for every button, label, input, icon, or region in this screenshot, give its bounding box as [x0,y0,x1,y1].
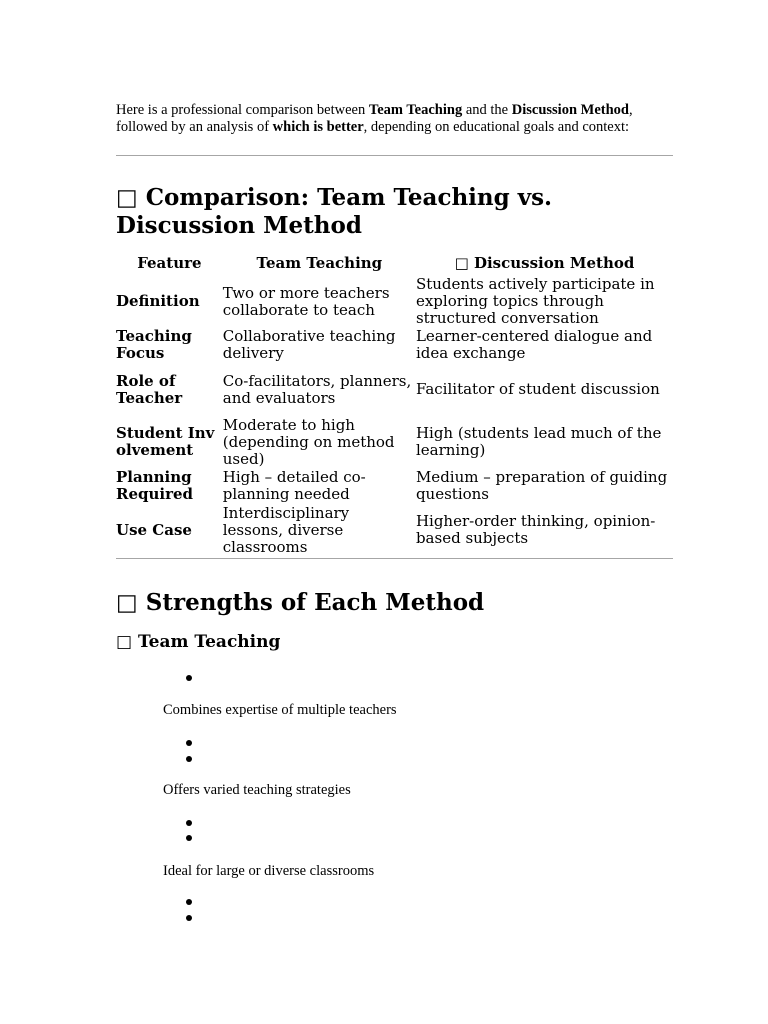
empty-bullet [186,740,192,746]
comparison-table [116,253,673,556]
team-teaching-subheading [116,632,280,652]
divider-bottom [116,558,673,559]
row-feature-cell: Use Case [116,520,192,539]
placeholder-glyph-icon: □ [116,185,138,211]
intro-text-1: Here is a professional comparison between [116,101,369,118]
column-header-discussion-method: □ Discussion Method [454,254,635,272]
row-team-teaching-cell: Two or more teachers collaborate to teach [222,283,390,319]
column-header-team-teaching: Team Teaching [256,254,383,272]
column-header-feature: Feature [137,254,202,272]
table-row [116,468,673,504]
intro-text-4: , depending on educational goals and context: [363,118,630,135]
intro-bold-discussion-method: Discussion Method [511,101,629,118]
comparison-heading-text: Comparison: Team Teaching vs. Discussion Method [116,184,553,239]
row-feature-cell: Teaching Focus [116,327,192,362]
row-discussion-method-cell: Learner-centered dialogue and idea exchange [415,327,653,362]
table-row [116,276,673,327]
strengths-heading-text: Strengths of Each Method [145,589,485,616]
empty-bullet [186,915,192,921]
row-feature-cell: Student Involvement [116,424,215,459]
list-item: Combines expertise of multiple teachers [163,702,397,718]
list-item: Offers varied teaching strategies [163,782,351,798]
row-feature-cell: Definition [116,292,200,310]
list-item: Ideal for large or diverse classrooms [163,863,375,879]
row-discussion-method-cell: Facilitator of student discussion [415,380,660,398]
table-row [116,504,673,556]
table-row [116,416,673,468]
team-teaching-subheading-text: Team Teaching [137,632,281,652]
intro-text-2: and the [462,101,512,118]
row-team-teaching-cell: High – detailed co-planning needed [222,468,366,503]
row-discussion-method-cell: Higher-order thinking, opinion-based subjects [415,512,656,547]
table-header-row [116,253,673,276]
placeholder-glyph-icon: □ [116,590,138,616]
intro-paragraph [116,102,656,136]
table-row [116,327,673,363]
row-feature-cell: Planning Required [116,468,194,503]
empty-bullet [186,835,192,841]
empty-bullet [186,899,192,905]
row-feature-cell: Role of Teacher [116,371,183,407]
row-team-teaching-cell: Co-facilitators, planners, and evaluators [222,371,412,407]
empty-bullet [186,675,192,681]
comparison-heading [116,184,673,239]
strengths-heading [116,589,673,617]
intro-bold-which-is-better: which is better [272,118,364,135]
intro-text-3: , followed by an analysis of [116,101,633,135]
empty-bullet [186,820,192,826]
row-team-teaching-cell: Moderate to high (depending on method used) [222,415,395,468]
row-team-teaching-cell: Interdisciplinary lessons, diverse classrooms [222,503,350,556]
placeholder-glyph-icon: □ [116,632,133,652]
intro-bold-team-teaching: Team Teaching [368,101,463,118]
row-discussion-method-cell: High (students lead much of the learning) [415,424,662,459]
table-row [116,363,673,416]
divider-top [116,155,673,156]
row-discussion-method-cell: Students actively participate in exploring topics through structured conversation [415,275,655,327]
row-discussion-method-cell: Medium – preparation of guiding questions [415,468,668,503]
empty-bullet [186,756,192,762]
row-team-teaching-cell: Collaborative teaching delivery [222,327,396,362]
